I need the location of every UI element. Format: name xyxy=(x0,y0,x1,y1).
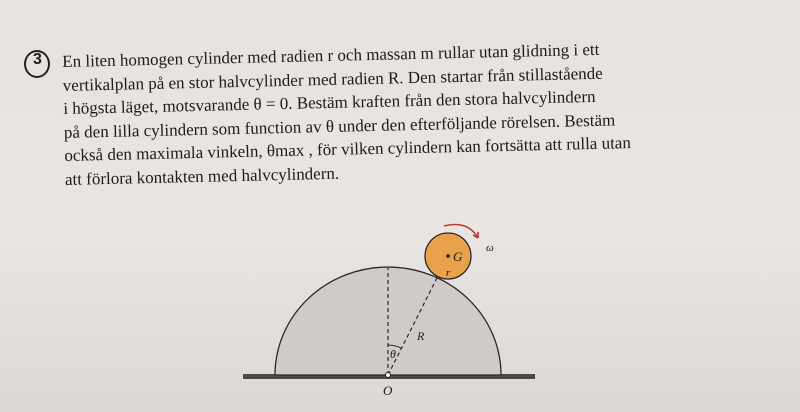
problem-line-1: En liten homogen cylinder med radien r och massan m rullar utan glidning i ett xyxy=(62,39,600,71)
problem-line-5: också den maximala vinkeln, θmax , för vilken cylindern kan fortsätta att rulla utan xyxy=(64,133,632,165)
label-r: r xyxy=(446,267,451,279)
label-theta: θ xyxy=(390,347,396,361)
label-omega: ω xyxy=(486,242,494,254)
label-O: O xyxy=(383,383,393,398)
origin-point xyxy=(386,373,391,378)
center-G-point xyxy=(446,254,450,258)
problem-line-4: på den lilla cylindern som function av θ under den efterföljande rörelsen. Bestäm xyxy=(63,109,616,142)
problem-line-2: vertikalplan på en stor halvcylinder med radien R. Den startar från stillastående xyxy=(62,63,603,95)
problem-number: 3 xyxy=(33,51,42,68)
problem-line-3: i högsta läget, motsvarande θ = 0. Bestäm kraften från den stora halvcylindern xyxy=(63,86,596,118)
label-G: G xyxy=(453,249,463,264)
label-R: R xyxy=(417,329,425,343)
problem-line-6: att förlora kontakten med halvcylindern. xyxy=(64,163,340,189)
